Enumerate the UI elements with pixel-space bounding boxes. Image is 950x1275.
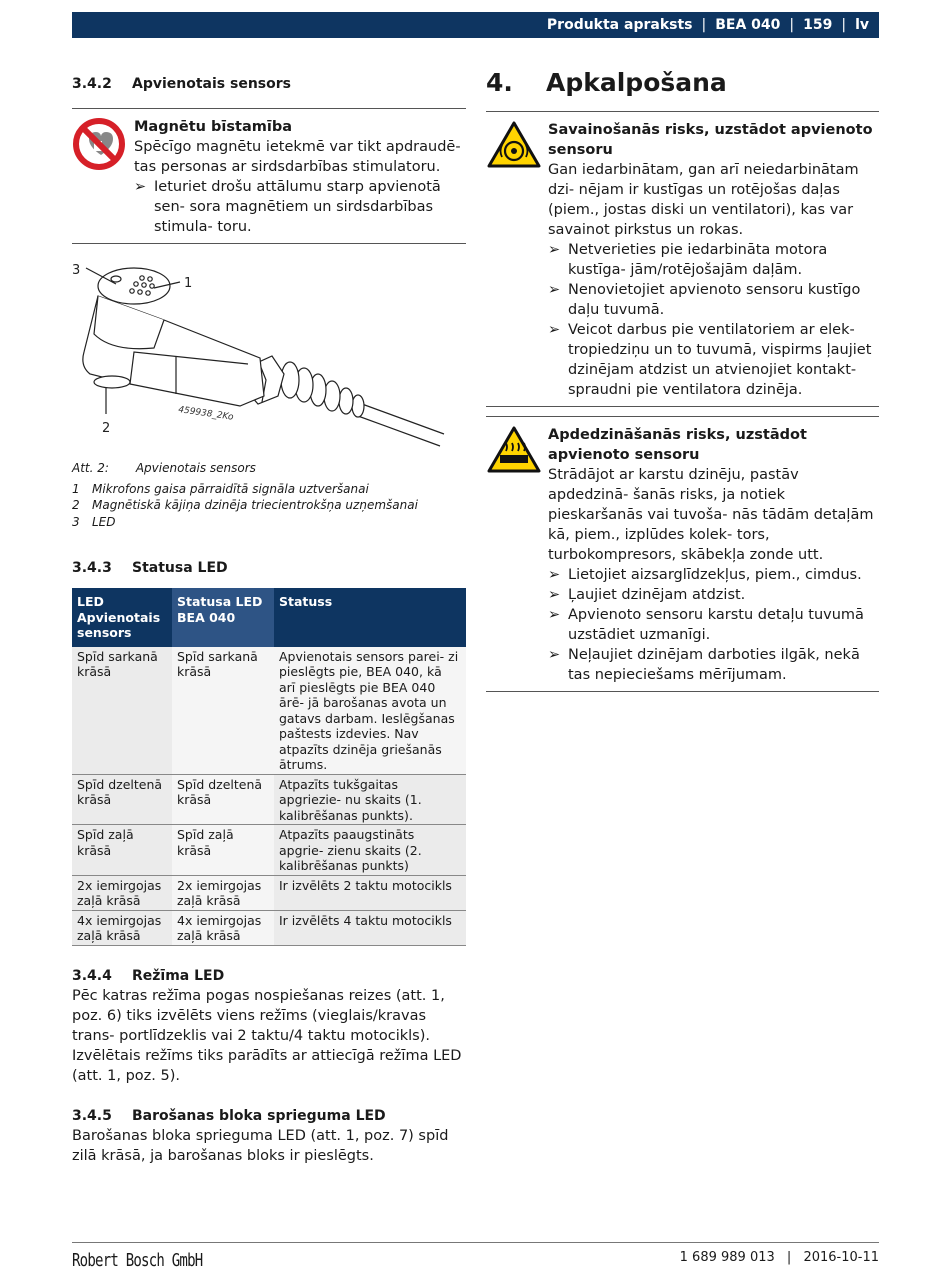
sensor-figure — [72, 256, 466, 474]
warning-bullet: ➢ Neļaujiet dzinējam darboties ilgāk, nekā tas nepieciešams mērījumam. — [548, 645, 879, 685]
table-cell: Apvienotais sensors parei- zi pieslēgts pie, BEA 040, kā arī pieslēgts pie BEA 040 ārē- jā barošanas avota un gatavs darbam. Ieslēgšanas paštests izdevies. Nav atpazīts dzinēja griešanās ātrums. — [274, 647, 466, 775]
caption-title: Apvienotais sensors — [135, 461, 256, 475]
table-row — [72, 774, 466, 825]
hot-surface-warning-icon — [486, 425, 548, 685]
warning-bullet: ➢ Ļaujiet dzinējam atdzist. — [548, 585, 879, 605]
table-row — [72, 910, 466, 945]
warning-text: Gan iedarbinātam, gan arī neiedarbinātam dzi- nējam ir kustīgas un rotējošas daļas (piem., jostas diski un ventilatori), kas var savainot pirkstus un rokas. — [548, 162, 859, 238]
legend-number: 3 — [72, 514, 80, 529]
section-number: 3.4.4 — [72, 967, 112, 984]
page-header — [72, 12, 879, 38]
chapter-title: Apkalpošana — [546, 68, 727, 97]
section-heading-3-4-4 — [72, 968, 466, 984]
warning-text: Strādājot ar karstu dzinēju, pastāv apdedzinā- šanās risks, ja notiek pieskaršanās vai tuvoša- nās tādām detaļām kā, piem., izplūdes kolek- tors, turbokompresors, skābekļa zonde utt. — [548, 467, 874, 563]
warning-bullet: ➢ Lietojiet aizsarglīdzekļus, piem., cimdus. — [548, 565, 879, 585]
warning-text-line: tas personas ar sirdsdarbības stimulatoru. — [134, 159, 441, 175]
table-cell: Ir izvēlēts 2 taktu motocikls — [274, 875, 466, 910]
header-separator: | — [841, 17, 847, 33]
left-column — [72, 60, 466, 1166]
callout-3: 3 — [72, 263, 81, 278]
section-text: Pēc katras režīma pogas nospiešanas reizes (att. 1, poz. 6) tiks izvēlēts viens režīms (vieglais/kravas trans- portlīdzeklis vai 2 taktu/4 taktu motocikls). Izvēlētais režīms tiks parādīts ar attiecīgā režīma LED (att. 1, poz. 5). — [72, 987, 462, 1084]
table-cell: 4x iemirgojas zaļā krāsā — [72, 910, 172, 945]
table-cell: 4x iemirgojas zaļā krāsā — [172, 910, 274, 945]
header-page-number: 159 — [803, 17, 833, 33]
table-cell: Spīd zaļā krāsā — [72, 825, 172, 876]
divider — [486, 691, 879, 692]
legend-text: Magnētiskā kājiņa dzinēja triecientrokšņa uzņemšanai — [92, 498, 418, 512]
header-separator: | — [701, 17, 707, 33]
section-heading-3-4-2 — [72, 76, 466, 92]
warning-title: Savainošanās risks, uzstādot apvienoto sensoru — [548, 122, 873, 158]
column-header: Statuss — [274, 588, 466, 647]
table-row — [72, 647, 466, 775]
callout-2: 2 — [102, 421, 111, 436]
table-cell: Spīd sarkanā krāsā — [172, 647, 274, 775]
right-column — [486, 60, 879, 692]
table-cell: Spīd dzeltenā krāsā — [72, 774, 172, 825]
table-cell: 2x iemirgojas zaļā krāsā — [172, 875, 274, 910]
warning-bullet: ➢ Ieturiet drošu attālumu starp apvienotā sen- sora magnētiem un sirdsdarbības stimula- toru. — [134, 177, 466, 237]
injury-warning — [486, 112, 879, 406]
footer-divider — [72, 1242, 879, 1243]
legend-item — [72, 514, 466, 531]
table-cell: Spīd dzeltenā krāsā — [172, 774, 274, 825]
section-heading-3-4-5 — [72, 1108, 466, 1124]
footer-info — [680, 1250, 879, 1265]
warning-bullet: ➢ Nenovietojiet apvienoto sensoru kustīgo daļu tuvumā. — [548, 280, 879, 320]
table-cell: Spīd sarkanā krāsā — [72, 647, 172, 775]
section-title: Apvienotais sensors — [132, 76, 291, 92]
legend-item — [72, 497, 466, 514]
table-row — [72, 875, 466, 910]
burn-warning — [486, 417, 879, 691]
table-row — [72, 825, 466, 876]
section-text: Barošanas bloka sprieguma LED (att. 1, poz. 7) spīd zilā krāsā, ja barošanas bloks ir pieslēgts. — [72, 1127, 449, 1164]
column-header: Statusa LED BEA 040 — [172, 588, 274, 647]
legend-text: LED — [92, 514, 116, 529]
rotating-parts-warning-icon — [486, 120, 548, 400]
legend-text: Mikrofons gaisa pārraidītā signāla uztveršanai — [92, 481, 369, 496]
table-cell: Atpazīts tukšgaitas apgriezie- nu skaits (1. kalibrēšanas punkts). — [274, 774, 466, 825]
no-pacemaker-icon — [72, 117, 134, 237]
warning-title: Magnētu bīstamība — [134, 119, 292, 135]
chapter-heading — [486, 68, 879, 98]
section-number: 3.4.3 — [72, 560, 112, 576]
section-title: Statusa LED — [132, 560, 228, 576]
document-date: 2016-10-11 — [803, 1250, 879, 1265]
legend-item — [72, 481, 466, 498]
header-separator: | — [789, 17, 795, 33]
warning-text-line: Spēcīgo magnētu ietekmē var tikt apdraudē- — [134, 139, 461, 155]
warning-bullet: ➢ Veicot darbus pie ventilatoriem ar elek- tropiedziņu un to tuvumā, vispirms ļaujiet dzinējam atdzist un atvienojiet kontakt- spraudni pie ventilatora dzinēja. — [548, 320, 879, 400]
chapter-number: 4. — [486, 68, 513, 97]
warning-bullets — [548, 240, 879, 400]
section-heading-3-4-3 — [72, 560, 466, 576]
section-title: Režīma LED — [132, 967, 225, 984]
header-language: lv — [855, 17, 869, 33]
warning-title: Apdedzināšanās risks, uzstādot apvienoto sensoru — [548, 427, 807, 463]
company-logo: Robert Bosch GmbH — [72, 1250, 203, 1271]
warning-bullets — [548, 565, 879, 685]
callout-1: 1 — [184, 276, 193, 291]
divider — [486, 406, 879, 407]
column-header: LED Apvienotais sensors — [72, 588, 172, 647]
combined-sensor-illustration — [72, 256, 466, 474]
figure-code: 459938_2Ko — [177, 405, 235, 423]
caption-label: Att. 2: — [72, 461, 109, 475]
table-cell: Spīd zaļā krāsā — [172, 825, 274, 876]
warning-bullet: ➢ Apvienoto sensoru karstu detaļu tuvumā uzstādiet uzmanīgi. — [548, 605, 879, 645]
table-cell: Ir izvēlēts 4 taktu motocikls — [274, 910, 466, 945]
header-section: Produkta apraksts — [546, 17, 693, 33]
section-title: Barošanas bloka sprieguma LED — [132, 1107, 386, 1124]
legend-number: 2 — [72, 498, 80, 512]
section-number: 3.4.5 — [72, 1107, 112, 1124]
divider — [72, 243, 466, 244]
section-number: 3.4.2 — [72, 76, 112, 92]
header-product: BEA 040 — [715, 17, 781, 33]
magnet-warning — [72, 109, 466, 243]
warning-bullets — [134, 177, 466, 237]
figure-legend — [72, 481, 466, 531]
table-header-row — [72, 588, 466, 647]
table-cell: Atpazīts paaugstināts apgrie- zienu skaits (2. kalibrēšanas punkts) — [274, 825, 466, 876]
table-cell: 2x iemirgojas zaļā krāsā — [72, 875, 172, 910]
legend-number: 1 — [72, 481, 80, 496]
status-led-table — [72, 588, 466, 946]
warning-bullet: ➢ Netverieties pie iedarbināta motora kustīga- jām/rotējošajām daļām. — [548, 240, 879, 280]
document-number: 1 689 989 013 — [679, 1250, 775, 1265]
footer-separator: | — [786, 1250, 792, 1265]
